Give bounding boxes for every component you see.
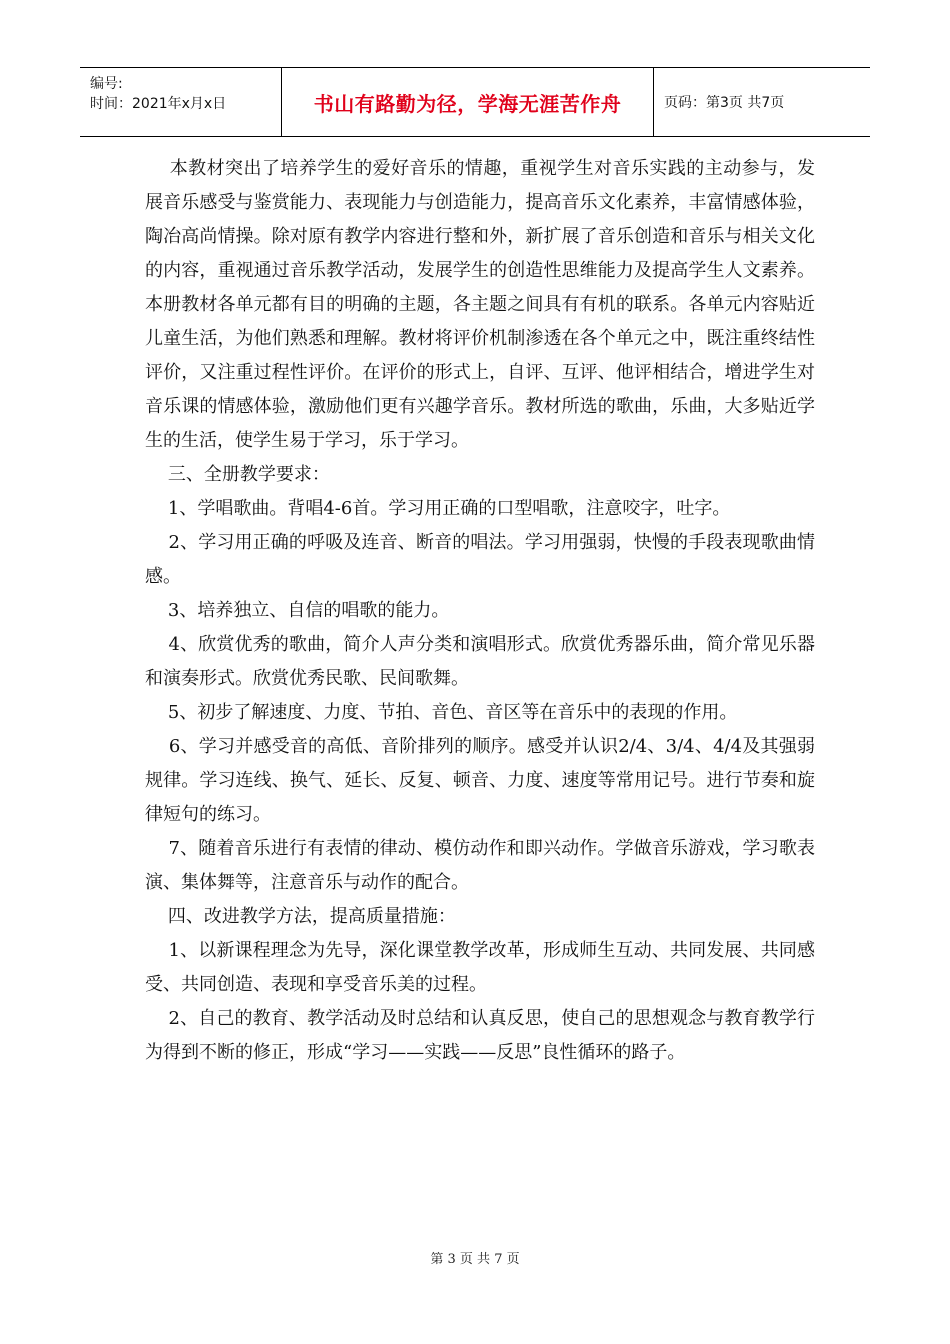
method-item-1: 1、以新课程理念为先导，深化课堂教学改革，形成师生互动、共同发展、共同感受、共同创造、表现和享受音乐美的过程。	[145, 940, 815, 995]
requirement-item-1: 1、学唱歌曲。背唱4-6首。学习用正确的口型唱歌，注意咬字，吐字。	[145, 498, 731, 519]
header-motto: 书山有路勤为径，学海无涯苦作舟	[313, 91, 622, 116]
section-heading-requirements: 三、全册教学要求：	[145, 464, 330, 485]
header-meta-cell	[80, 68, 282, 136]
body-paragraph-intro: 本教材突出了培养学生的爱好音乐的情趣，重视学生对音乐实践的主动参与，发展音乐感受与鉴赏能力、表现能力与创造能力，提高音乐文化素养，丰富情感体验，陶冶高尚情操。除对原有教学内容进行整和外，新扩展了音乐创造和音乐与相关文化的内容，重视通过音乐教学活动，发展学生的创造性思维能力及提高学生人文素养。本册教材各单元都有目的明确的主题，各主题之间具有有机的联系。各单元内容贴近儿童生活，为他们熟悉和理解。教材将评价机制渗透在各个单元之中，既注重终结性评价，又注重过程性评价。在评价的形式上，自评、互评、他评相结合，增进学生对音乐课的情感体验，激励他们更有兴趣学音乐。教材所选的歌曲，乐曲，大多贴近学生的生活，使学生易于学习，乐于学习。	[145, 158, 816, 451]
requirement-item-2: 2、学习用正确的呼吸及连音、断音的唱法。学习用强弱，快慢的手段表现歌曲情感。	[145, 532, 815, 587]
page-footer-number: 第 3 页 共 7 页	[430, 1252, 520, 1267]
requirement-item-3: 3、培养独立、自信的唱歌的能力。	[145, 600, 450, 621]
requirement-item-5: 5、初步了解速度、力度、节拍、音色、音区等在音乐中的表现的作用。	[145, 702, 738, 723]
page-header	[80, 67, 870, 137]
method-item-2: 2、自己的教育、教学活动及时总结和认真反思，使自己的思想观念与教育教学行为得到不断的修正，形成“学习——实践——反思”良性循环的路子。	[145, 1008, 815, 1063]
requirement-item-7: 7、随着音乐进行有表情的律动、模仿动作和即兴动作。学做音乐游戏，学习歌表演、集体舞等，注意音乐与动作的配合。	[145, 838, 815, 893]
document-date-label: 时间：2021年x月x日	[90, 96, 227, 112]
section-heading-methods: 四、改进教学方法，提高质量措施：	[145, 906, 456, 927]
header-motto-cell	[282, 68, 654, 136]
header-page-label: 页码：第3页 共7页	[664, 95, 785, 111]
requirement-item-4: 4、欣赏优秀的歌曲，简介人声分类和演唱形式。欣赏优秀器乐曲，简介常见乐器和演奏形式。欣赏优秀民歌、民间歌舞。	[145, 634, 815, 689]
header-page-cell	[654, 68, 870, 136]
document-body	[145, 152, 815, 1070]
document-number-label: 编号:	[90, 76, 123, 92]
requirement-item-6: 6、学习并感受音的高低、音阶排列的顺序。感受并认识2/4、3/4、4/4及其强弱规律。学习连线、换气、延长、反复、顿音、力度、速度等常用记号。进行节奏和旋律短句的练习。	[145, 736, 816, 825]
